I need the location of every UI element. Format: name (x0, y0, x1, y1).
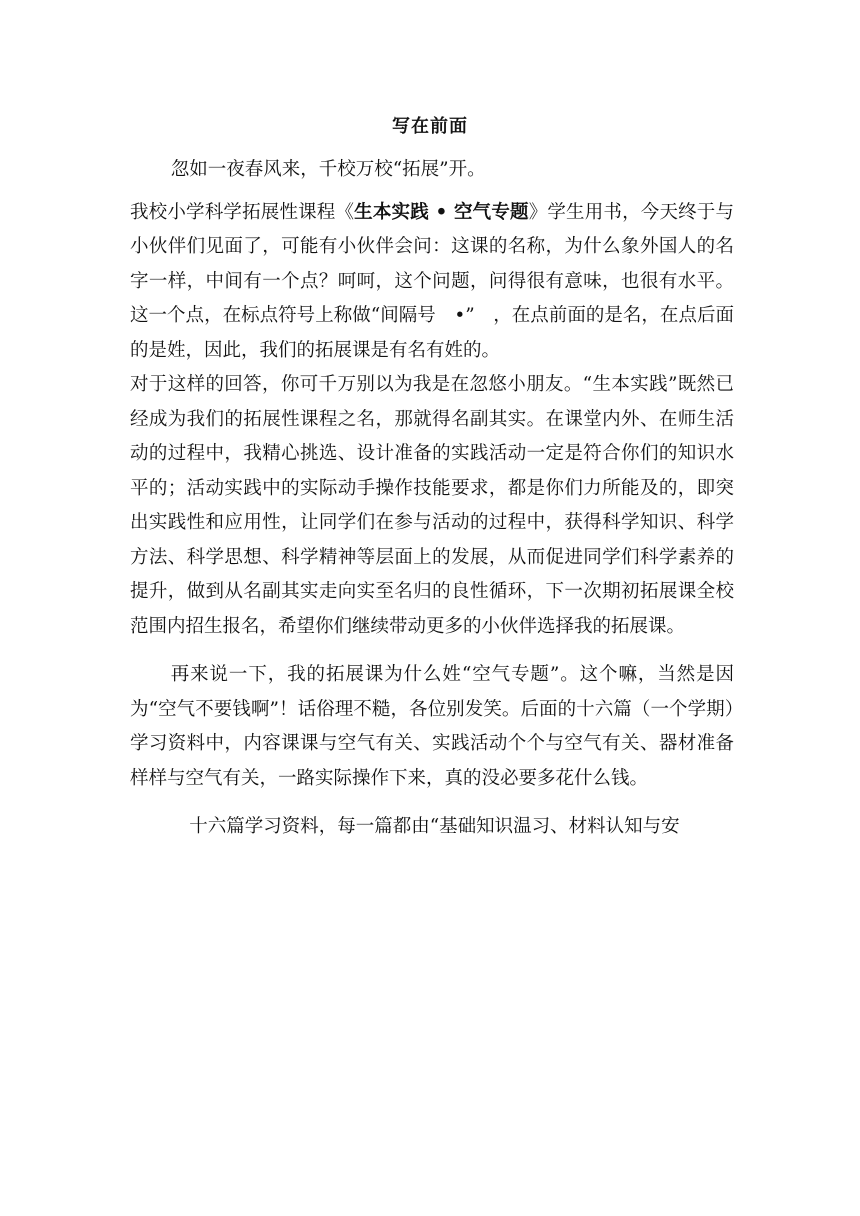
document-body (130, 153, 734, 845)
course-name: 生本实践 • 空气专题 (354, 201, 529, 223)
course-intro-text-rest: 》学生用书，今天终于与小伙伴们见面了，可能有小伙伴会问：这课的名称，为什么象外国人的名字一样，中间有一个点？呵呵，这个问题，问得很有意味，也很有水平。这一个点，在标点符号上称做“间隔号 •” ，在点前面的是名，在点后面的是姓，因此，我们的拓展课是有名有姓的。 (130, 201, 734, 361)
paragraph-practice-explanation: 对于这样的回答，你可千万别以为我是在忽悠小朋友。“生本实践”既然已经成为我们的拓展性课程之名，那就得名副其实。在课堂内外、在师生活动的过程中，我精心挑选、设计准备的实践活动一定是符合你们的知识水平的；活动实践中的实际动手操作技能要求，都是你们力所能及的，即突出实践性和应用性，让同学们在参与活动的过程中，获得科学知识、科学方法、科学思想、科学精神等层面上的发展，从而促进同学们科学素养的提升，做到从名副其实走向实至名归的良性循环，下一次期初拓展课全校范围内招生报名，希望你们继续带动更多的小伙伴选择我的拓展课。 (130, 374, 734, 637)
page-title: 写在前面 (392, 116, 468, 137)
paragraph-air-topic: 再来说一下，我的拓展课为什么姓“空气专题”。这个嘛，当然是因为“空气不要钱啊”！话俗理不糙，各位别发笑。后面的十六篇（一个学期）学习资料中，内容课课与空气有关、实践活动个个与空气有关、器材准备样样与空气有关，一路实际操作下来，真的没必要多花什么钱。 (130, 664, 734, 789)
course-intro-text-start: 我校小学科学拓展性课程《 (130, 201, 355, 223)
paragraph-sixteen-materials: 十六篇学习资料，每一篇都由“基础知识温习、材料认知与安 (189, 816, 680, 837)
paragraph-opening-line: 忽如一夜春风来，千校万校“拓展”开。 (170, 159, 486, 180)
paragraph-course-intro (130, 196, 734, 369)
